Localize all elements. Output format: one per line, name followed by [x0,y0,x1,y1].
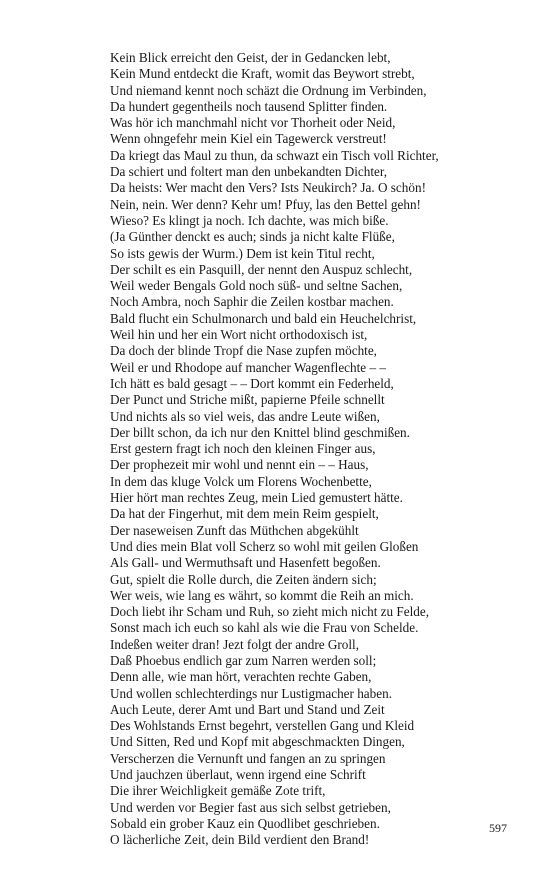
poem-line: Und werden vor Begier fast aus sich selbst getrieben, [110,799,391,815]
poem-line: Weil hin und her ein Wort nicht orthodoxisch ist, [110,327,368,343]
poem-line: Bald flucht ein Schulmonarch und bald ein Heuchelchrist, [110,310,417,326]
poem-line: Weil weder Bengals Gold noch süß- und seltne Sachen, [110,278,403,294]
poem-line: O lächerliche Zeit, dein Bild verdient den Brand! [110,832,370,848]
poem-line: Weil er und Rhodope auf mancher Wagenflechte – – [110,359,386,375]
poem-line: Der naseweisen Zunft das Müthchen abgekühlt [110,522,359,538]
poem-line: Da doch der blinde Tropf die Nase zupfen möchte, [110,343,377,359]
poem-line: Da kriegt das Maul zu thun, da schwazt ein Tisch voll Richter, [110,147,439,163]
poem-line: Erst gestern fragt ich noch den kleinen Finger aus, [110,441,376,457]
poem-line: Die ihrer Weichligkeit gemäße Zote trift, [110,783,326,799]
poem-text [110,50,530,849]
poem-line: Sonst mach ich euch so kahl als wie die Frau von Schelde. [110,620,419,636]
poem-line: Da heists: Wer macht den Vers? Ists Neukirch? Ja. O schön! [110,180,426,196]
poem-line: Der schilt es ein Pasquill, der nennt den Auspuz schlecht, [110,261,413,277]
poem-line: Da hat der Fingerhut, mit dem mein Reim gespielt, [110,506,379,522]
poem-line: Als Gall- und Wermuthsaft und Hasenfett begoßen. [110,555,381,571]
poem-line: Daß Phoebus endlich gar zum Narren werden soll; [110,652,377,668]
poem-line: Der Punct und Striche mißt, papierne Pfeile schnellt [110,392,385,408]
poem-line: Und niemand kennt noch schäzt die Ordnung im Verbinden, [110,82,427,98]
poem-line: Indeßen weiter dran! Jezt folgt der andre Groll, [110,636,359,652]
poem-line: Kein Blick erreicht den Geist, der in Gedancken lebt, [110,50,391,65]
poem-line: Des Wohlstands Ernst begehrt, verstellen Gang und Kleid [110,718,415,734]
poem-line: Noch Ambra, noch Saphir die Zeilen kostbar machen. [110,294,394,310]
poem-line: Und jauchzen überlaut, wenn irgend eine Schrift [110,767,366,783]
poem-line: Und dies mein Blat voll Scherz so wohl mit geilen Gloßen [110,538,419,554]
poem-line: (Ja Günther denckt es auch; sinds ja nicht kalte Flüße, [110,229,395,245]
poem-line: Wieso? Es klingt ja noch. Ich dachte, was mich biße. [110,212,389,228]
poem-line: Nein, nein. Wer denn? Kehr um! Pfuy, las den Bettel gehn! [110,196,421,212]
poem-line: Doch liebt ihr Scham und Ruh, so zieht mich nicht zu Felde, [110,604,430,620]
poem-line: Und nichts als so viel weis, das andre Leute wißen, [110,408,380,424]
poem-line: Da hundert gegentheils noch tausend Splitter finden. [110,98,388,114]
poem-line: Wenn ohngefehr mein Kiel ein Tagewerck verstreut! [110,131,387,147]
poem-line: Und wollen schlechterdings nur Lustigmacher haben. [110,685,392,701]
poem-line: Denn alle, wie man hört, verachten rechte Gaben, [110,669,372,685]
poem-line: Da schiert und foltert man den unbekandten Dichter, [110,164,388,180]
poem-line: Ich hätt es bald gesagt – – Dort kommt ein Federheld, [110,375,394,391]
poem-line: Und Sitten, Red und Kopf mit abgeschmackten Dingen, [110,734,405,750]
poem-line: Verscherzen die Vernunft und fangen an zu springen [110,750,386,766]
poem-line: Gut, spielt die Rolle durch, die Zeiten ändern sich; [110,571,377,587]
poem-line: So ists gewis der Wurm.) Dem ist kein Titul recht, [110,245,375,261]
poem-line: Kein Mund entdeckt die Kraft, womit das Beywort strebt, [110,66,415,82]
poem-line: Der billt schon, da ich nur den Knittel blind geschmißen. [110,424,410,440]
poem-line: Auch Leute, derer Amt und Bart und Stand und Zeit [110,701,385,717]
poem-line: Wer weis, wie lang es währt, so kommt die Reih an mich. [110,587,414,603]
poem-line: Was hör ich manchmahl nicht vor Thorheit oder Neid, [110,115,396,131]
page-number: 597 [489,821,507,835]
poem-line: Sobald ein grober Kauz ein Quodlibet geschrieben. [110,815,380,831]
poem-line: In dem das kluge Volck um Florens Wochenbette, [110,473,372,489]
poem-line: Hier hört man rechtes Zeug, mein Lied gemustert hätte. [110,490,403,506]
poem-line: Der prophezeit mir wohl und nennt ein – – Haus, [110,457,369,473]
